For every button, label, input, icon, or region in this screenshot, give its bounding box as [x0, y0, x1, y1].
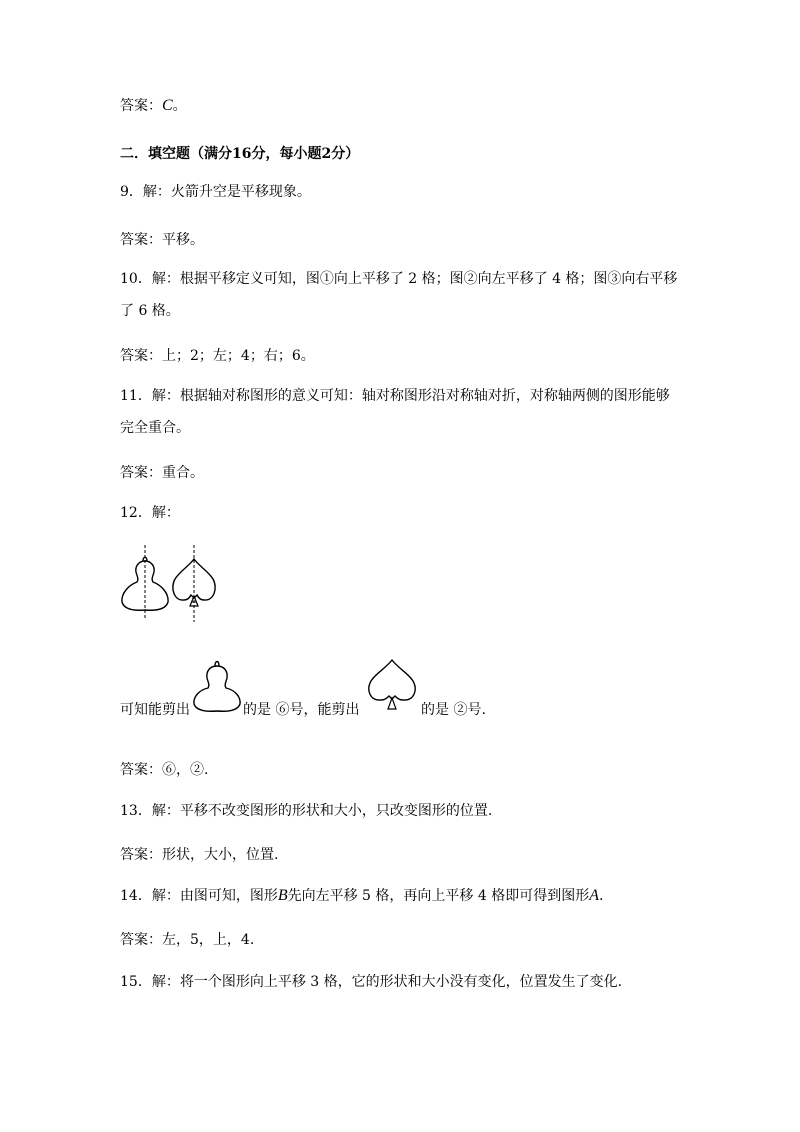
answer-c-value: C: [162, 97, 173, 114]
q10-solution-line2: 了 6 格。: [120, 303, 180, 319]
q13-solution: 13．解：平移不改变图形的形状和大小，只改变图形的位置.: [120, 803, 493, 819]
q9-solution: 9．解：火箭升空是平移现象。: [120, 184, 311, 200]
q14-solution: 14．解：由图可知，图形B先向左平移 5 格，再向上平移 4 格即可得到图形A.: [120, 887, 604, 904]
spade-shape-icon: [365, 654, 419, 716]
q12-solution: 12．解：: [120, 505, 180, 521]
section-title: 二．填空题（满分16分，每小题2分）: [120, 146, 360, 162]
q13-answer: 答案：形状，大小，位置.: [120, 847, 279, 863]
gourd-shape-icon: [192, 656, 242, 714]
gourd-shape-folded: [122, 545, 168, 620]
q11-answer: 答案：重合。: [120, 465, 204, 481]
var-b: B: [277, 887, 288, 904]
var-a: A: [589, 887, 600, 904]
q9-answer: 答案：平移。: [120, 232, 204, 248]
q10-solution-line1: 10．解：根据平移定义可知，图①向上平移了 2 格；图②向左平移了 4 格；图③向右平移: [120, 271, 678, 287]
q15-solution: 15．解：将一个图形向上平移 3 格，它的形状和大小没有变化，位置发生了变化.: [120, 974, 623, 990]
q14-answer: 答案：左，5，上，4.: [120, 932, 255, 948]
q10-answer: 答案：上；2；左；4；右；6。: [120, 348, 315, 364]
answer-8: 答案：C。: [120, 97, 187, 114]
q12-answer: 答案：⑥，②.: [120, 762, 209, 778]
q12-sentence-part1: 可知能剪出: [120, 702, 190, 718]
q12-sentence-part3: 的是 ②号.: [421, 702, 486, 718]
symmetry-figures: [118, 542, 224, 624]
q12-sentence-part2: 的是 ⑥号，能剪出: [243, 702, 360, 718]
q11-solution-line1: 11．解：根据轴对称图形的意义可知：轴对称图形沿对称轴对折，对称轴两侧的图形能够: [120, 388, 670, 404]
spade-shape-folded: [173, 545, 215, 622]
q11-solution-line2: 完全重合。: [120, 420, 190, 436]
